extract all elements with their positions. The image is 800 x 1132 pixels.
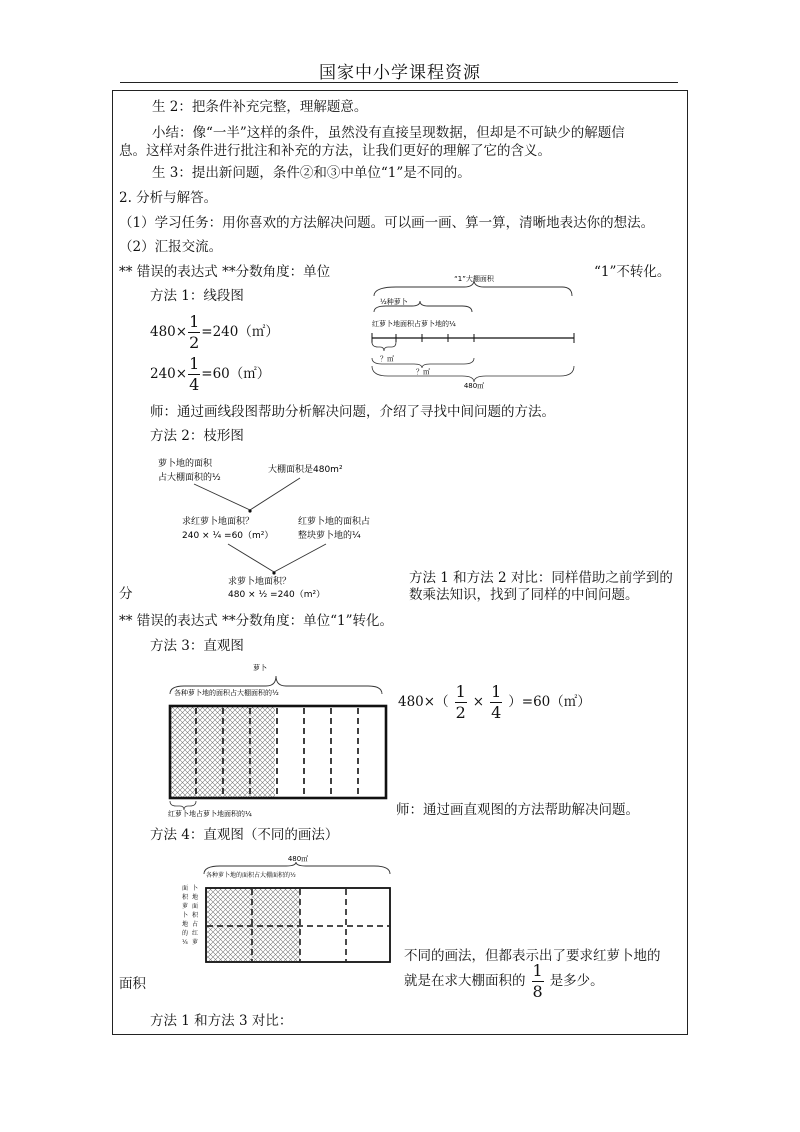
formula-3-right: ）=60（㎡） <box>508 694 591 710</box>
fig2-node2: 大棚面积是480m² <box>268 465 343 475</box>
svg-text:萝: 萝 <box>182 903 189 910</box>
formula-2-right: =60（㎡） <box>201 366 271 382</box>
branch-diagram <box>150 452 410 600</box>
formula-3 <box>398 684 591 721</box>
svg-text:占: 占 <box>192 921 199 928</box>
method-3-title: 方法 3：直观图 <box>150 638 244 654</box>
method-2-title: 方法 2：枝形图 <box>150 428 244 444</box>
fig3-top: 萝卜 <box>253 664 267 672</box>
formula-3-times: × <box>472 694 485 710</box>
summary-line-1: 小结：像“一半”这样的条件，虽然没有直接呈现数据，但却是不可缺少的解题信 <box>152 125 625 141</box>
compare-1-3: 方法 1 和方法 3 对比： <box>150 1013 293 1029</box>
fig2-node5a: 求萝卜地面积？ <box>228 577 292 587</box>
task-line: （1）学习任务：用你喜欢的方法解决问题。可以画一画、算一算，清晰地表达你的想法。 <box>119 215 655 231</box>
area-diagram-method-4 <box>168 852 396 968</box>
teacher-note-2: 师：通过画直观图的方法帮助解决问题。 <box>396 802 639 818</box>
fig4-brace: 各种萝卜地的面积占大棚面积的½ <box>206 872 296 879</box>
svg-text:面: 面 <box>182 885 189 892</box>
compare-1-2-line2: 数乘法知识，找到了同样的中间问题。 <box>409 587 639 603</box>
wrong-expression-1: ** 错误的表达式 **分数角度：单位 <box>119 264 331 280</box>
fig2-node4b: 整块萝卜地的¼ <box>298 531 361 541</box>
fig1-red-label: 红萝卜地面积占萝卜地的¼ <box>372 320 456 328</box>
formula-3-quarter: $\frac{1}{4}$ <box>491 682 502 722</box>
different-drawing-line2 <box>404 963 604 1000</box>
fraction-quarter: $\frac{1}{4}$ <box>189 354 200 394</box>
report-line: （2）汇报交流。 <box>119 239 223 255</box>
formula-2-left: 240× <box>150 366 188 382</box>
fraction-half: $\frac{1}{2}$ <box>189 312 200 352</box>
label-fen: 分 <box>119 586 133 602</box>
area-diagram-method-3 <box>160 660 396 820</box>
summary-line-2: 息。这样对条件进行批注和补充的方法，让我们更好的理解了它的含义。 <box>119 143 551 159</box>
method-4-title: 方法 4：直观图（不同的画法） <box>150 827 339 843</box>
header-rule <box>120 82 678 83</box>
wrong-expression-2: ** 错误的表达式 **分数角度：单位“1”转化。 <box>119 613 393 629</box>
svg-text:萝: 萝 <box>192 939 199 946</box>
svg-text:地: 地 <box>182 921 189 928</box>
fig2-node5b: 480 × ½ =240（m²） <box>228 590 326 600</box>
teacher-note-1: 师：通过画线段图帮助分析解决问题，介绍了寻找中间问题的方法。 <box>150 404 555 420</box>
svg-text:面: 面 <box>192 903 199 910</box>
fig3-brace: 各种萝卜地的面积占大棚面积的½ <box>174 689 279 697</box>
fig1-q2: ？㎡ <box>416 368 430 376</box>
svg-text:的: 的 <box>182 930 189 937</box>
fig4-top: 480㎡ <box>287 855 309 863</box>
svg-text:卜: 卜 <box>192 885 199 892</box>
compare-1-2-line1: 方法 1 和方法 2 对比：同样借助之前学到的 <box>409 570 673 586</box>
fig1-top-label: “1”大棚面积 <box>454 275 494 283</box>
page-header-title: 国家中小学课程资源 <box>319 63 481 83</box>
formula-2 <box>150 356 270 393</box>
fig2-node1b: 占大棚面积的½ <box>158 473 221 483</box>
different-drawing-line1: 不同的画法，但都表示出了要求红萝卜地的 <box>404 948 661 964</box>
formula-1-right: =240（㎡） <box>201 324 279 340</box>
svg-text:卜: 卜 <box>182 912 189 919</box>
line-student3: 生 3：提出新问题，条件②和③中单位“1”是不同的。 <box>152 165 471 181</box>
formula-3-half: $\frac{1}{2}$ <box>455 682 466 722</box>
line-segment-diagram <box>366 270 580 390</box>
line-student2: 生 2：把条件补充完整，理解题意。 <box>152 99 368 115</box>
svg-text:红: 红 <box>192 930 199 937</box>
different-drawing-text-b: 就是在求大棚面积的 <box>404 973 526 989</box>
svg-text:积: 积 <box>182 894 189 901</box>
label-mianji: 面积 <box>119 976 146 992</box>
fig1-half-label: ½种萝卜 <box>380 298 408 306</box>
formula-1-left: 480× <box>150 324 188 340</box>
svg-text:积: 积 <box>192 912 199 919</box>
svg-text:地: 地 <box>192 894 199 901</box>
method-1-title: 方法 1：线段图 <box>150 288 244 304</box>
fig1-total: 480㎡ <box>463 382 485 390</box>
fraction-eighth: $\frac{1}{8}$ <box>532 961 543 1001</box>
fig3-bottom: 红萝卜地占萝卜地面积的¼ <box>168 810 252 818</box>
different-drawing-text-c: 是多少。 <box>549 973 604 989</box>
svg-text:¼: ¼ <box>182 939 188 946</box>
fig2-node4a: 红萝卜地的面积占 <box>298 517 371 527</box>
unit-not-converted: “1”不转化。 <box>594 264 671 280</box>
fig4-side-label <box>182 884 199 946</box>
section-analysis: 2. 分析与解答。 <box>119 190 218 206</box>
fig2-node3a: 求红萝卜地面积？ <box>182 517 255 527</box>
fig2-node1a: 萝卜地的面积 <box>158 459 213 469</box>
fig1-q1: ？㎡ <box>380 355 394 363</box>
formula-3-left: 480×（ <box>398 694 449 710</box>
fig2-node3b: 240 × ¼ =60（m²） <box>182 531 274 541</box>
formula-1 <box>150 314 279 351</box>
